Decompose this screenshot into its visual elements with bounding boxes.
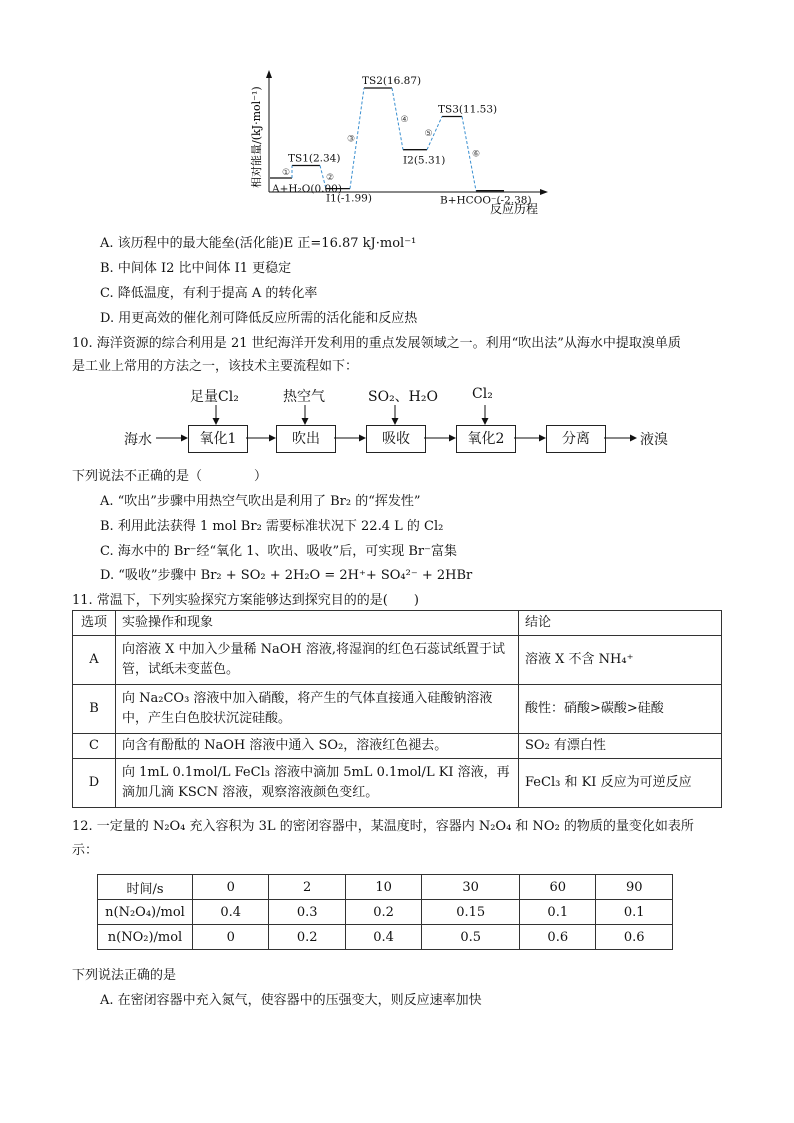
cell: 0.4 xyxy=(345,925,421,950)
q11-stem: 11. 常温下，下列实验探究方案能够达到探究目的的是( ) xyxy=(72,593,419,608)
cell: 0 xyxy=(193,875,269,900)
x-axis-label: 反应历程 xyxy=(490,202,539,216)
table-header-row xyxy=(73,611,722,636)
header-option: 选项 xyxy=(73,611,116,636)
energy-level-label: TS2(16.87) xyxy=(362,75,422,88)
energy-level-label: I2(5.31) xyxy=(403,154,446,167)
table-row xyxy=(73,685,722,734)
q9-option-d[interactable]: D. 用更高效的催化剂可降低反应所需的活化能和反应热 xyxy=(100,311,418,326)
cell: 0.6 xyxy=(596,925,673,950)
q11-table xyxy=(72,610,722,808)
q9-option-c[interactable]: C. 降低温度，有利于提高 A 的转化率 xyxy=(100,286,318,301)
table-row-time xyxy=(98,875,673,900)
y-axis-label: 相对能量/(kJ·mol⁻¹) xyxy=(250,86,263,188)
table-row-n2o4 xyxy=(98,900,673,925)
step-label: ③ xyxy=(347,134,356,145)
cell: 0.2 xyxy=(269,925,345,950)
cell: 0.6 xyxy=(520,925,596,950)
q12-prompt: 下列说法正确的是 xyxy=(72,968,177,983)
header-conclusion: 结论 xyxy=(519,611,722,636)
cell: 0.3 xyxy=(269,900,345,925)
q12-stem-line2: 示： xyxy=(72,843,99,858)
cell: 时间/s xyxy=(98,875,193,900)
row-operation: 向含有酚酞的 NaOH 溶液中通入 SO₂，溶液红色褪去。 xyxy=(116,734,519,759)
flow-end: 液溴 xyxy=(640,432,668,448)
energy-level-label: TS1(2.34) xyxy=(288,152,341,165)
step-label: ② xyxy=(326,173,335,184)
q12-stem-line1: 12. 一定量的 N₂O₄ 充入容积为 3L 的密闭容器中，某温度时，容器内 N₂O₄ 和 NO₂ 的物质的量变化如表所 xyxy=(72,819,694,834)
energy-level-label: TS3(11.53) xyxy=(438,103,498,116)
row-conclusion: FeCl₃ 和 KI 反应为可逆反应 xyxy=(519,759,722,808)
row-conclusion: 酸性：硝酸>碳酸>硅酸 xyxy=(519,685,722,734)
flow-box-oxidation1: 氧化1 xyxy=(188,425,248,453)
row-conclusion: 溶液 X 不含 NH₄⁺ xyxy=(519,636,722,685)
cell: 0 xyxy=(193,925,269,950)
step-label: ⑥ xyxy=(472,149,481,160)
cell: 2 xyxy=(269,875,345,900)
cell: 0.5 xyxy=(422,925,520,950)
step-label: ① xyxy=(282,167,291,178)
energy-level-label: B+HCOO⁻(-2.38) xyxy=(440,194,532,207)
cell: 90 xyxy=(596,875,673,900)
cell: n(NO₂)/mol xyxy=(98,925,193,950)
cell: 0.1 xyxy=(520,900,596,925)
row-option: B xyxy=(73,685,116,734)
q10-option-c[interactable]: C. 海水中的 Br⁻经“氧化 1、吹出、吸收”后，可实现 Br⁻富集 xyxy=(100,544,457,559)
step-label: ⑤ xyxy=(424,129,433,140)
step-label: ④ xyxy=(400,114,409,125)
header-operation: 实验操作和现象 xyxy=(116,611,519,636)
q12-table xyxy=(97,874,673,950)
row-option: D xyxy=(73,759,116,808)
flow-arrows xyxy=(0,0,794,470)
flow-box-absorption: 吸收 xyxy=(366,425,426,453)
flow-input-cl2: Cl₂ xyxy=(472,386,493,402)
table-row xyxy=(73,734,722,759)
cell: 30 xyxy=(422,875,520,900)
table-row xyxy=(73,759,722,808)
energy-level-label: A+H₂O(0.00) xyxy=(272,183,342,195)
q10-stem-line2: 是工业上常用的方法之一，该技术主要流程如下： xyxy=(72,359,359,374)
row-operation: 向溶液 X 中加入少量稀 NaOH 溶液,将湿润的红色石蕊试纸置于试管，试纸未变蓝色。 xyxy=(116,636,519,685)
row-operation: 向 Na₂CO₃ 溶液中加入硝酸，将产生的气体直接通入硅酸钠溶液中，产生白色胶状沉淀硅酸。 xyxy=(116,685,519,734)
row-option: A xyxy=(73,636,116,685)
flow-box-separation: 分离 xyxy=(546,425,606,453)
cell: 0.2 xyxy=(345,900,421,925)
q10-option-d[interactable]: D. “吸收”步骤中 Br₂ + SO₂ + 2H₂O = 2H⁺+ SO₄²⁻ + 2HBr xyxy=(100,568,473,583)
q10-stem-line1: 10. 海洋资源的综合利用是 21 世纪海洋开发利用的重点发展领域之一。利用“吹出法”从海水中提取溴单质 xyxy=(72,336,681,351)
cell: 10 xyxy=(345,875,421,900)
q9-option-a[interactable]: A. 该历程中的最大能垒(活化能)E 正=16.87 kJ·mol⁻¹ xyxy=(100,236,417,251)
row-conclusion: SO₂ 有漂白性 xyxy=(519,734,722,759)
flow-box-blowout: 吹出 xyxy=(276,425,336,453)
q10-option-a[interactable]: A. “吹出”步骤中用热空气吹出是利用了 Br₂ 的“挥发性” xyxy=(100,494,421,509)
q10-prompt: 下列说法不正确的是（ ） xyxy=(72,469,268,484)
table-row xyxy=(73,636,722,685)
q10-option-b[interactable]: B. 利用此法获得 1 mol Br₂ 需要标准状况下 22.4 L 的 Cl₂ xyxy=(100,519,444,534)
cell: n(N₂O₄)/mol xyxy=(98,900,193,925)
flow-box-oxidation2: 氧化2 xyxy=(456,425,516,453)
flow-input-so2-h2o: SO₂、H₂O xyxy=(368,389,438,405)
q9-option-b[interactable]: B. 中间体 I2 比中间体 I1 更稳定 xyxy=(100,261,292,276)
q12-option-a[interactable]: A. 在密闭容器中充入氮气，使容器中的压强变大，则反应速率加快 xyxy=(100,993,482,1008)
table-row-no2 xyxy=(98,925,673,950)
flow-start: 海水 xyxy=(124,432,152,448)
energy-level-label: I1(-1.99) xyxy=(326,192,372,205)
flow-input-cl2-excess: 足量Cl₂ xyxy=(190,389,239,405)
cell: 0.4 xyxy=(193,900,269,925)
row-option: C xyxy=(73,734,116,759)
cell: 0.1 xyxy=(596,900,673,925)
cell: 60 xyxy=(520,875,596,900)
flow-input-hot-air: 热空气 xyxy=(283,389,325,405)
cell: 0.15 xyxy=(422,900,520,925)
row-operation: 向 1mL 0.1mol/L FeCl₃ 溶液中滴加 5mL 0.1mol/L KI 溶液，再滴加几滴 KSCN 溶液，观察溶液颜色变红。 xyxy=(116,759,519,808)
